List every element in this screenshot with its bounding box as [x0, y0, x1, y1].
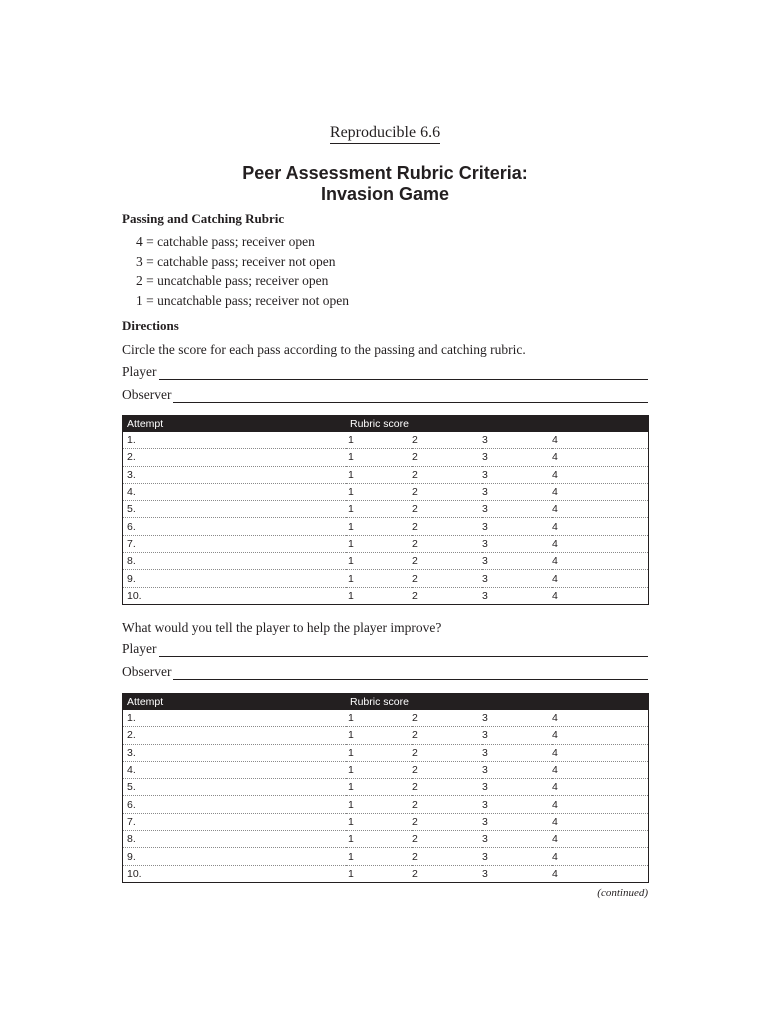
- observer-label: Observer: [122, 387, 172, 402]
- score-option-2[interactable]: 2: [412, 553, 482, 570]
- table-row: [123, 727, 649, 744]
- table-header-row: [123, 416, 649, 433]
- score-option-2[interactable]: 2: [412, 570, 482, 587]
- score-option-3[interactable]: 3: [482, 449, 552, 466]
- score-option-3[interactable]: 3: [482, 744, 552, 761]
- score-option-3[interactable]: 3: [482, 518, 552, 535]
- score-option-4[interactable]: 4: [552, 727, 649, 744]
- score-option-3[interactable]: 3: [482, 848, 552, 865]
- score-option-1[interactable]: 1: [346, 848, 412, 865]
- attempt-number: 9.: [123, 570, 347, 587]
- score-option-2[interactable]: 2: [412, 761, 482, 778]
- attempt-number: 5.: [123, 779, 347, 796]
- attempt-number: 1.: [123, 710, 347, 727]
- score-option-3[interactable]: 3: [482, 483, 552, 500]
- player-label: Player: [122, 641, 157, 656]
- rubric-line-3: 3 = catchable pass; receiver not open: [136, 254, 336, 269]
- score-option-4[interactable]: 4: [552, 432, 649, 449]
- score-option-4[interactable]: 4: [552, 518, 649, 535]
- score-option-1[interactable]: 1: [346, 710, 412, 727]
- score-option-3[interactable]: 3: [482, 553, 552, 570]
- score-option-3[interactable]: 3: [482, 501, 552, 518]
- score-option-1[interactable]: 1: [346, 813, 412, 830]
- rubric-heading: Passing and Catching Rubric: [122, 211, 285, 226]
- score-option-2[interactable]: 2: [412, 518, 482, 535]
- score-option-4[interactable]: 4: [552, 553, 649, 570]
- score-option-2[interactable]: 2: [412, 432, 482, 449]
- score-option-1[interactable]: 1: [346, 466, 412, 483]
- attempt-number: 3.: [123, 744, 347, 761]
- score-option-4[interactable]: 4: [552, 501, 649, 518]
- score-option-4[interactable]: 4: [552, 535, 649, 552]
- score-option-4[interactable]: 4: [552, 848, 649, 865]
- rubric-line-4: 4 = catchable pass; receiver open: [136, 234, 315, 249]
- table-row: [123, 710, 649, 727]
- score-option-4[interactable]: 4: [552, 831, 649, 848]
- score-table-1: [122, 415, 649, 605]
- score-option-3[interactable]: 3: [482, 570, 552, 587]
- attempt-number: 8.: [123, 831, 347, 848]
- continued-note: (continued): [597, 887, 648, 899]
- score-option-3[interactable]: 3: [482, 727, 552, 744]
- score-option-4[interactable]: 4: [552, 466, 649, 483]
- score-option-1[interactable]: 1: [346, 744, 412, 761]
- score-option-4[interactable]: 4: [552, 744, 649, 761]
- table-row: [123, 848, 649, 865]
- score-option-4[interactable]: 4: [552, 483, 649, 500]
- attempt-number: 6.: [123, 518, 347, 535]
- score-option-4[interactable]: 4: [552, 779, 649, 796]
- rubric-line-2: 2 = uncatchable pass; receiver open: [136, 273, 329, 288]
- score-option-4[interactable]: 4: [552, 796, 649, 813]
- score-option-2[interactable]: 2: [412, 779, 482, 796]
- score-option-3[interactable]: 3: [482, 761, 552, 778]
- table-header-row: [123, 694, 649, 711]
- score-option-2[interactable]: 2: [412, 710, 482, 727]
- score-option-4[interactable]: 4: [552, 710, 649, 727]
- table-row: [123, 761, 649, 778]
- observer-write-line[interactable]: [173, 666, 648, 680]
- observer-field-2[interactable]: [122, 664, 648, 680]
- score-option-4[interactable]: 4: [552, 761, 649, 778]
- score-option-4[interactable]: 4: [552, 449, 649, 466]
- attempt-number: 7.: [123, 813, 347, 830]
- score-option-1[interactable]: 1: [346, 727, 412, 744]
- score-option-4[interactable]: 4: [552, 570, 649, 587]
- player-write-line[interactable]: [159, 366, 649, 380]
- score-option-1[interactable]: 1: [346, 553, 412, 570]
- table-row: [123, 831, 649, 848]
- table-row: [123, 796, 649, 813]
- score-option-2[interactable]: 2: [412, 848, 482, 865]
- score-option-1[interactable]: 1: [346, 501, 412, 518]
- score-option-3[interactable]: 3: [482, 535, 552, 552]
- score-option-2[interactable]: 2: [412, 867, 418, 880]
- score-option-3[interactable]: 3: [482, 589, 488, 602]
- attempt-number: 1.: [123, 432, 347, 449]
- reproducible-text: Reproducible 6.6: [330, 124, 440, 144]
- page-title-line1: Peer Assessment Rubric Criteria:: [242, 163, 528, 183]
- score-option-2[interactable]: 2: [412, 744, 482, 761]
- observer-label: Observer: [122, 664, 172, 679]
- improvement-question: What would you tell the player to help the player improve?: [122, 620, 442, 635]
- player-write-line[interactable]: [159, 643, 649, 657]
- attempt-number: 2.: [123, 449, 347, 466]
- score-table-1-body: [123, 432, 649, 604]
- score-table-2-body: [123, 710, 649, 882]
- score-option-2[interactable]: 2: [412, 727, 482, 744]
- attempt-number: 4.: [123, 761, 347, 778]
- score-option-1[interactable]: 1: [346, 483, 412, 500]
- score-option-4[interactable]: 4: [552, 589, 558, 602]
- score-option-3[interactable]: 3: [482, 813, 552, 830]
- attempt-number: 8.: [123, 553, 347, 570]
- reproducible-label: [0, 124, 770, 142]
- table-row: [123, 744, 649, 761]
- score-option-2[interactable]: 2: [412, 589, 418, 602]
- player-field-2[interactable]: [122, 641, 648, 657]
- table-row: [123, 779, 649, 796]
- table-row: [123, 518, 649, 535]
- table-row: [123, 553, 649, 570]
- table-row: [123, 570, 649, 587]
- score-table-2: [122, 693, 649, 883]
- score-option-1[interactable]: 1: [346, 831, 412, 848]
- attempt-number: 7.: [123, 535, 347, 552]
- score-option-1[interactable]: 1: [348, 589, 354, 602]
- col-score-header: Rubric score: [346, 416, 649, 433]
- rubric-line-1: 1 = uncatchable pass; receiver not open: [136, 293, 350, 308]
- observer-field-1[interactable]: [122, 387, 648, 403]
- attempt-number: 10.: [127, 867, 142, 880]
- table-row: [123, 813, 649, 830]
- score-option-3[interactable]: 3: [482, 779, 552, 796]
- score-option-2[interactable]: 2: [412, 466, 482, 483]
- table-row: [123, 466, 649, 483]
- score-option-1[interactable]: 1: [346, 535, 412, 552]
- player-field-1[interactable]: [122, 364, 648, 380]
- table-row: [123, 865, 649, 882]
- score-option-2[interactable]: 2: [412, 796, 482, 813]
- page-title-line2: Invasion Game: [320, 184, 450, 204]
- score-option-1[interactable]: 1: [346, 779, 412, 796]
- attempt-number: 3.: [123, 466, 347, 483]
- table-row: [123, 483, 649, 500]
- score-option-2[interactable]: 2: [412, 813, 482, 830]
- score-option-1[interactable]: 1: [346, 761, 412, 778]
- player-label: Player: [122, 364, 157, 379]
- attempt-number: 2.: [123, 727, 347, 744]
- score-option-4[interactable]: 4: [552, 867, 558, 880]
- score-option-1[interactable]: 1: [346, 432, 412, 449]
- attempt-number: 9.: [123, 848, 347, 865]
- score-option-3[interactable]: 3: [482, 796, 552, 813]
- score-option-1[interactable]: 1: [346, 449, 412, 466]
- observer-write-line[interactable]: [173, 389, 648, 403]
- directions-heading: Directions: [122, 318, 179, 333]
- score-option-2[interactable]: 2: [412, 535, 482, 552]
- score-option-2[interactable]: 2: [412, 501, 482, 518]
- score-option-1[interactable]: 1: [346, 518, 412, 535]
- score-option-3[interactable]: 3: [482, 432, 552, 449]
- score-option-3[interactable]: 3: [482, 466, 552, 483]
- score-option-3[interactable]: 3: [482, 831, 552, 848]
- attempt-number: 5.: [123, 501, 347, 518]
- col-score-header: Rubric score: [346, 694, 649, 711]
- table-row: [123, 449, 649, 466]
- score-option-2[interactable]: 2: [412, 831, 482, 848]
- col-attempt-header: Attempt: [123, 416, 347, 433]
- attempt-number: 4.: [123, 483, 347, 500]
- attempt-number: 10.: [127, 589, 142, 602]
- score-option-2[interactable]: 2: [412, 483, 482, 500]
- score-option-4[interactable]: 4: [552, 813, 649, 830]
- attempt-number: 6.: [123, 796, 347, 813]
- score-option-1[interactable]: 1: [348, 867, 354, 880]
- table-row: [123, 535, 649, 552]
- score-option-2[interactable]: 2: [412, 449, 482, 466]
- table-row: [123, 432, 649, 449]
- col-attempt-header: Attempt: [123, 694, 347, 711]
- score-option-1[interactable]: 1: [346, 570, 412, 587]
- directions-text: Circle the score for each pass according to the passing and catching rubric.: [122, 342, 526, 357]
- score-option-3[interactable]: 3: [482, 710, 552, 727]
- score-option-3[interactable]: 3: [482, 867, 488, 880]
- table-row: [123, 501, 649, 518]
- score-option-1[interactable]: 1: [346, 796, 412, 813]
- table-row: [123, 587, 649, 604]
